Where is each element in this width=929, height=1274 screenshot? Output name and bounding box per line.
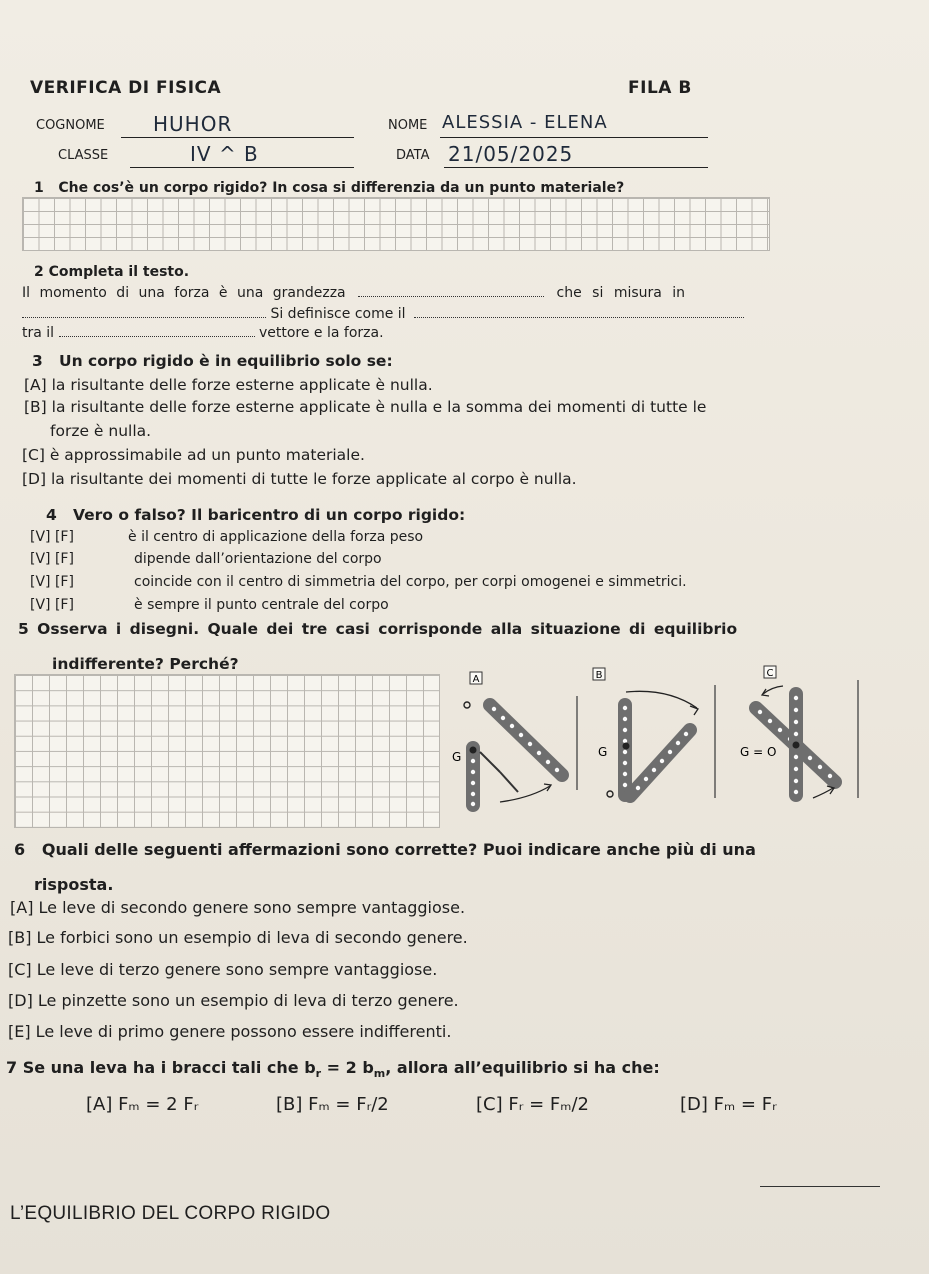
q7-option-d[interactable] [680, 1094, 777, 1115]
q7-option-c-text: [C] Fᵣ = Fₘ/2 [476, 1094, 589, 1115]
q2-text-c: Si definisce come il [270, 306, 406, 322]
classe-label: CLASSE [58, 148, 109, 163]
q6-option-d[interactable]: [D] Le pinzette sono un esempio di leva di terzo genere. [8, 991, 459, 1010]
question-6-text: Quali delle seguenti affermazioni sono corrette? Puoi indicare anche più di una [41, 840, 756, 859]
question-2-line-3 [22, 325, 384, 341]
classe-field[interactable] [130, 142, 354, 168]
figure-b-g-label: G [598, 745, 608, 759]
q2-blank-4[interactable] [59, 325, 255, 337]
question-3-number: 3 [32, 352, 43, 370]
question-2-line-1 [22, 285, 768, 301]
q4-item-3-text: coincide con il centro di simmetria del corpo, per corpi omogenei e simmetrici. [134, 574, 687, 590]
q7-sub-r: r [315, 1067, 322, 1081]
question-2-line-2 [22, 306, 768, 322]
q7-sub-m: m [373, 1067, 386, 1081]
answer-grid-5[interactable] [14, 674, 440, 828]
q4-vf-4: [V] [F] [30, 597, 74, 613]
nome-field[interactable] [440, 112, 708, 138]
classe-value: IV ^ B [190, 142, 259, 166]
answer-grid-1[interactable] [22, 197, 770, 251]
q7-option-a[interactable] [86, 1094, 198, 1115]
q4-item-4[interactable] [30, 597, 389, 613]
q4-item-2-text: dipende dall’orientazione del corpo [134, 551, 382, 567]
question-6-number: 6 [14, 840, 26, 859]
q7-option-c[interactable] [476, 1094, 589, 1115]
equilibrium-figures [440, 660, 880, 830]
q7-text-b: = 2 b [321, 1058, 374, 1077]
question-2-title: 2 Completa il testo. [34, 264, 190, 280]
footer-chapter-title: L’EQUILIBRIO DEL CORPO RIGIDO [10, 1203, 331, 1224]
q2-text-e: vettore e la forza. [258, 325, 384, 341]
q6-option-a[interactable]: [A] Le leve di secondo genere sono sempre vantaggiose. [10, 898, 466, 917]
question-3 [32, 352, 393, 370]
q2-text-b: che si misura in [556, 285, 686, 301]
question-6-line-2: risposta. [34, 875, 114, 894]
q4-item-3[interactable] [30, 574, 687, 590]
question-4 [46, 506, 465, 524]
q3-option-d[interactable]: [D] la risultante dei momenti di tutte le forze applicate al corpo è nulla. [22, 470, 577, 488]
q3-option-b[interactable]: [B] la risultante delle forze esterne applicate è nulla e la somma dei momenti di tutte le [24, 398, 707, 416]
nome-value: ALESSIA - ELENA [442, 112, 608, 133]
q7-option-a-text: [A] Fₘ = 2 Fᵣ [86, 1094, 199, 1115]
q4-vf-3: [V] [F] [30, 574, 74, 590]
q3-option-c[interactable]: [C] è approssimabile ad un punto materiale. [22, 446, 365, 464]
q4-item-1[interactable] [30, 529, 424, 545]
q4-item-4-text: è sempre il punto centrale del corpo [134, 597, 389, 613]
question-1-number: 1 [34, 180, 44, 196]
question-5-line-2: indifferente? Perché? [52, 655, 239, 673]
cognome-field[interactable] [121, 112, 354, 138]
figure-a-g-label: G [452, 750, 462, 764]
q4-vf-1: [V] [F] [30, 529, 74, 545]
footer-rule [760, 1186, 880, 1187]
data-label: DATA [396, 148, 430, 163]
q2-text-d: tra il [22, 325, 55, 341]
q2-blank-2[interactable] [22, 306, 266, 318]
q6-option-e[interactable]: [E] Le leve di primo genere possono essere indifferenti. [8, 1022, 452, 1041]
figure-b [607, 691, 698, 797]
figure-b-label: B [595, 670, 603, 681]
q2-text-a: Il momento di una forza è una grandezza [22, 285, 346, 301]
q7-text-a: 7 Se una leva ha i bracci tali che b [6, 1058, 316, 1077]
figure-c-g-label: G = O [740, 745, 777, 759]
q3-option-b-cont: forze è nulla. [50, 422, 152, 440]
q7-option-b-text: [B] Fₘ = Fᵣ/2 [276, 1094, 389, 1115]
figure-a [464, 702, 562, 806]
page-title: VERIFICA DI FISICA [30, 78, 222, 98]
data-value: 21/05/2025 [448, 142, 574, 166]
question-4-number: 4 [46, 506, 57, 524]
nome-label: NOME [388, 118, 428, 133]
data-field[interactable] [444, 142, 708, 168]
q2-blank-1[interactable] [358, 285, 544, 297]
question-5-line-1: 5 Osserva i disegni. Quale dei tre casi corrisponde alla situazione di equilibrio [18, 620, 738, 638]
question-4-text: Vero o falso? Il baricentro di un corpo rigido: [73, 506, 466, 524]
q2-blank-3[interactable] [414, 306, 744, 318]
q7-text-c: , allora all’equilibrio si ha che: [385, 1058, 660, 1077]
figure-c [756, 686, 835, 798]
q4-item-1-text: è il centro di applicazione della forza peso [128, 529, 424, 545]
question-1 [34, 180, 624, 196]
q7-option-b[interactable] [276, 1094, 389, 1115]
question-6-line-1 [14, 840, 756, 859]
fila-label: FILA B [628, 78, 692, 98]
q4-item-2[interactable] [30, 551, 382, 567]
q6-option-b[interactable]: [B] Le forbici sono un esempio di leva di secondo genere. [8, 928, 468, 947]
question-7 [6, 1058, 660, 1080]
q3-option-a[interactable]: [A] la risultante delle forze esterne applicate è nulla. [24, 376, 433, 394]
q7-option-d-text: [D] Fₘ = Fᵣ [680, 1094, 777, 1115]
figure-a-label: A [472, 674, 480, 685]
q6-option-c[interactable]: [C] Le leve di terzo genere sono sempre vantaggiose. [8, 960, 438, 979]
question-3-text: Un corpo rigido è in equilibrio solo se: [59, 352, 393, 370]
q4-vf-2: [V] [F] [30, 551, 74, 567]
figure-c-label: C [766, 668, 774, 679]
question-1-text: Che cos’è un corpo rigido? In cosa si differenzia da un punto materiale? [58, 180, 625, 196]
cognome-label: COGNOME [36, 118, 105, 133]
cognome-value: HUHOR [153, 112, 233, 136]
